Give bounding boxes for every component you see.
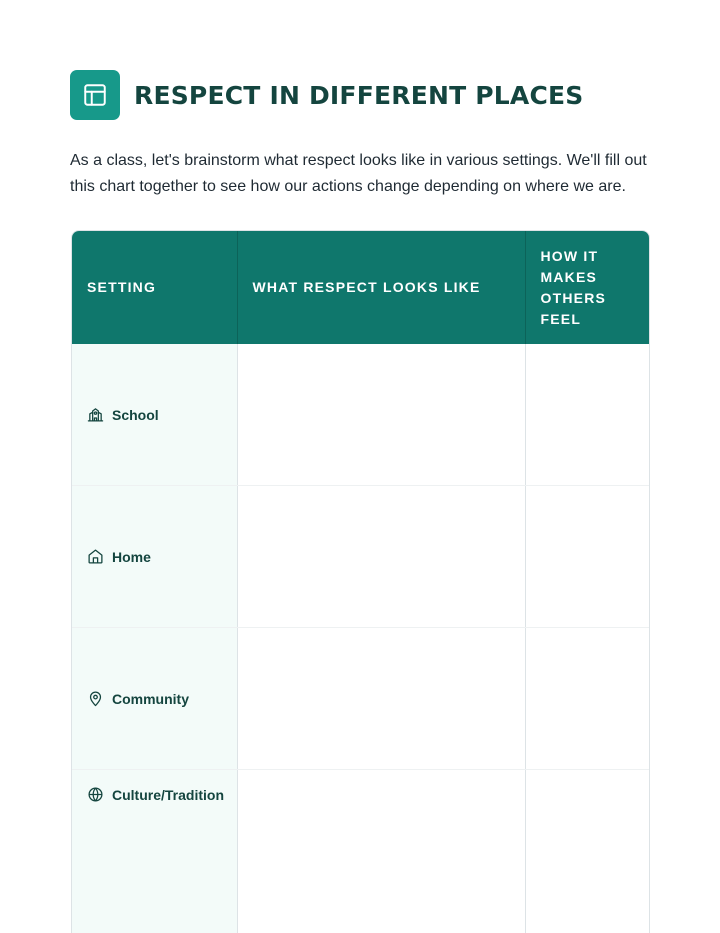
map-pin-icon xyxy=(87,690,104,707)
globe-icon xyxy=(87,786,104,803)
setting-label-school: School xyxy=(112,407,159,423)
feel-cell-culture[interactable] xyxy=(525,770,649,933)
column-header-setting: SETTING xyxy=(72,231,237,344)
table-row xyxy=(72,770,649,933)
respect-table xyxy=(71,230,650,933)
setting-cell xyxy=(72,344,237,486)
respect-cell-culture[interactable] xyxy=(237,770,525,933)
table-row xyxy=(72,628,649,770)
respect-cell-community[interactable] xyxy=(237,628,525,770)
intro-text: As a class, let's brainstorm what respect looks like in various settings. We'll fill out this chart together to see how our actions change depending on where we are. xyxy=(70,148,650,200)
table-row xyxy=(72,344,649,486)
feel-cell-home[interactable] xyxy=(525,486,649,628)
feel-cell-school[interactable] xyxy=(525,344,649,486)
setting-label-community: Community xyxy=(112,691,189,707)
setting-cell xyxy=(72,770,237,933)
layout-icon xyxy=(70,70,120,120)
table-row xyxy=(72,486,649,628)
setting-cell xyxy=(72,486,237,628)
page-header xyxy=(70,70,584,120)
column-header-respect: WHAT RESPECT LOOKS LIKE xyxy=(237,231,525,344)
respect-cell-school[interactable] xyxy=(237,344,525,486)
setting-label-culture: Culture/Tradition xyxy=(112,787,224,803)
page-title: RESPECT IN DIFFERENT PLACES xyxy=(134,81,584,110)
setting-label-home: Home xyxy=(112,549,151,565)
home-icon xyxy=(87,548,104,565)
school-icon xyxy=(87,406,104,423)
setting-cell xyxy=(72,628,237,770)
respect-cell-home[interactable] xyxy=(237,486,525,628)
column-header-feel: HOW IT MAKES OTHERS FEEL xyxy=(525,231,649,344)
feel-cell-community[interactable] xyxy=(525,628,649,770)
table-header-row xyxy=(72,231,649,344)
